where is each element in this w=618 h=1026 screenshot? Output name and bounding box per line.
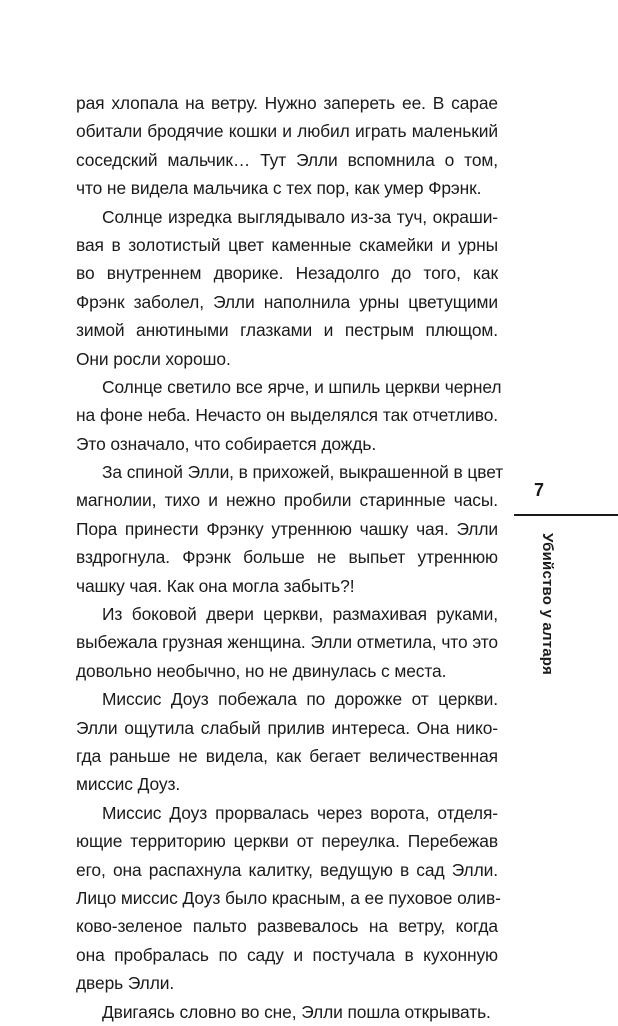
text-line: она пробралась по саду и постучала в кухонную [76,944,498,965]
margin-divider [514,514,618,516]
text-line: вая в золотистый цвет каменные скамейки и урны [76,234,498,255]
text-line: Солнце светило все ярче, и шпиль церкви чернел [102,376,502,397]
text-line: ково-зеленое пальто развевалось на ветру, когда [76,916,498,937]
text-line: Миссис Доуз прорвалась через ворота, отделя- [102,802,498,823]
text-line: гда раньше не видела, как бегает величественная [76,745,498,766]
text-line: Они росли хорошо. [76,348,231,369]
text-line: на фоне неба. Нечасто он выделялся так отчетливо. [76,405,498,426]
text-line: его, она распахнула калитку, ведущую в сад Элли. [76,859,498,880]
text-line: магнолии, тихо и нежно пробили старинные часы. [76,490,498,511]
running-title: Убийство у алтаря [539,533,556,675]
text-line: Это означало, что собирается дождь. [76,433,377,454]
text-line: За спиной Элли, в прихожей, выкрашенной в цвет [102,462,504,483]
text-line: Двигаясь словно во сне, Элли пошла открывать. [102,1001,491,1022]
text-line: рая хлопала на ветру. Нужно запереть ее. В сарае [76,93,498,113]
text-line: соседский мальчик… Тут Элли вспомнила о том, [76,149,498,170]
text-line: чашку чая. Как она могла забыть?! [76,575,355,596]
text-line: выбежала грузная женщина. Элли отметила, что это [76,632,498,653]
text-line: дверь Элли. [76,973,175,994]
text-line: ющие территорию церкви от переулка. Перебежав [76,831,498,852]
text-line: вздрогнула. Фрэнк больше не выпьет утреннюю [76,547,498,568]
text-line: Элли ощутила слабый прилив интереса. Она нико- [76,717,498,738]
text-line: во внутреннем дворике. Незадолго до того, как [76,263,498,284]
text-line: Солнце изредка выглядывало из-за туч, окраши- [102,206,498,227]
text-line: миссис Доуз. [76,774,181,795]
page-number: 7 [534,480,545,500]
text-line: Лицо миссис Доуз было красным, а ее пуховое олив- [76,887,501,908]
text-line: зимой анютиными глазками и пестрым плющом. [76,320,498,341]
text-line: Из боковой двери церкви, размахивая руками, [102,604,498,625]
text-line: Фрэнк заболел, Элли наполнила урны цветущими [76,291,498,312]
text-line: Миссис Доуз побежала по дорожке от церкви. [102,689,498,710]
text-line: что не видела мальчика с тех пор, как умер Фрэнк. [76,178,482,199]
text-line: обитали бродячие кошки и любил играть маленький [76,121,498,142]
text-line: Пора принести Фрэнку утреннюю чашку чая. Элли [76,518,498,539]
body-text [76,89,504,1026]
text-line: довольно необычно, но не двинулась с места. [76,660,447,681]
